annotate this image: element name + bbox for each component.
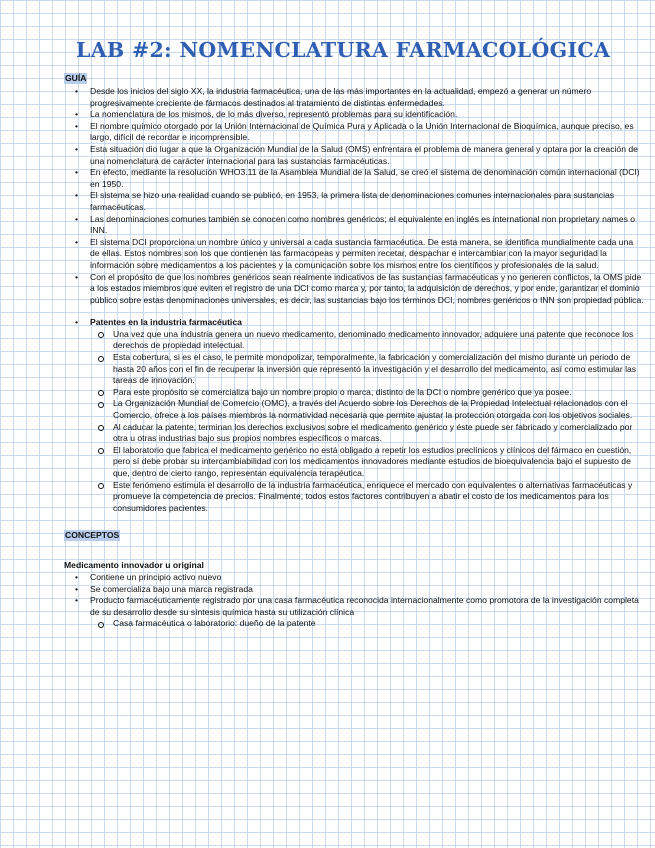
list-item bbox=[64, 595, 645, 630]
patentes-heading: Patentes en la industria farmacéutica bbox=[90, 317, 242, 328]
list-item: • Contiene un principio activo nuevo bbox=[64, 572, 645, 584]
spacer bbox=[64, 514, 645, 525]
list-item: • Las denominaciones comunes también se conocen como nombres genéricos; el equivalente en inglés es international non proprietary names o INN. bbox=[64, 214, 645, 237]
page-title: LAB #2: NOMENCLATURA FARMACOLÓGICA bbox=[76, 38, 611, 62]
spacer bbox=[64, 543, 645, 554]
conceptos-list bbox=[64, 572, 645, 630]
list-item: • Se comercializa bajo una marca registrada bbox=[64, 584, 645, 596]
list-item: • Desde los inicios del siglo XX, la industria farmacéutica, una de las más importantes en la actualidad, empezó a generar un número progresivamente creciente de fármacos destinados al tratamiento de distintas enfermedades. bbox=[64, 86, 645, 109]
list-item-text: Producto farmacéuticamente registrado por una casa farmacéutica reconocida internacionalmente como promotora de la investigación completa de su desarrollo desde su síntesis química hasta su utilización clínica bbox=[90, 595, 639, 617]
sublist-item: Para este propósito se comercializa bajo un nombre propio o marca, distinto de la DCI o nombre genérico que ya posee. bbox=[90, 387, 645, 399]
sublist-item: Al caducar la patente, terminan los derechos exclusivos sobre el medicamento genérico y éste puede ser fabricado y comercializado por otra u otras industrias bajo sus propios nombres específicos o marcas. bbox=[90, 422, 645, 445]
list-item: • La nomenclatura de los mismos, de lo más diverso, representó problemas para su identificación. bbox=[64, 109, 645, 121]
guia-list bbox=[64, 86, 645, 306]
list-item: • Esta situación dio lugar a que la Organización Mundial de la Salud (OMS) enfrentara el problema de manera general y optara por la creación de una nomenclatura de carácter internacional para las sustancias farmacéuticas. bbox=[64, 144, 645, 167]
sublist-item: Una vez que una industria genera un nuevo medicamento, denominado medicamento innovador, adquiere una patente que reconoce los derechos de propiedad intelectual. bbox=[90, 329, 645, 352]
spacer bbox=[64, 306, 645, 317]
section-label-conceptos: CONCEPTOS bbox=[65, 530, 120, 541]
list-item: • El sistema se hizo una realidad cuando se publicó, en 1953, la primera lista de denominaciones comunes internacionales para sustancias farmacéuticas. bbox=[64, 190, 645, 213]
concept-heading: Medicamento innovador u original bbox=[64, 560, 204, 571]
section-label-guia: GUÍA bbox=[65, 73, 87, 83]
list-item: • El nombre químico otorgado por la Unión Internacional de Química Pura y Aplicada o la Unión Internacional de Bioquímica, aunque preciso, es largo, difícil de recordar e incomprensible. bbox=[64, 121, 645, 144]
list-item: • En efecto, mediante la resolución WHO3.11 de la Asamblea Mundial de la Salud, se creó el sistema de denominación común internacional (DCI) en 1950. bbox=[64, 167, 645, 190]
sublist-item: El laboratorio que fabrica el medicamento genérico no está obligado a repetir los estudios preclínicos y clínicos del fármaco en cuestión, pero sí debe probar su intercambiabilidad con los medicamentos innovadores mediante estudios de bioequivalencia bajo el supuesto de que, dentro de cierto rango, representan equivalencia terapéutica. bbox=[90, 445, 645, 480]
patentes-list bbox=[64, 317, 645, 514]
sublist-item: Este fenómeno estimula el desarrollo de la industria farmacéutica, enriquece el mercado con equivalentes o alternativas farmacéuticas y promueve la competencia de precios. Finalmente, todos estos factores contribuyen a abatir el costo de los medicamentos para los consumidores pacientes. bbox=[90, 480, 645, 515]
list-item: • El sistema DCI proporciona un nombre único y universal a cada sustancia farmacéutica. De esta manera, se identifica mundialmente cada una de ellas. Estos nombres son los que contienen las farmacopeas y permiten recetar, despachar e intercambiar con la mayor seguridad la información sobre medicamentos a los pacientes y la comunicación sobre los mismos entre los científicos y profesionales de la salud. bbox=[64, 237, 645, 272]
sublist-item: La Organización Mundial de Comercio (OMC), a través del Acuerdo sobre los Derechos de la Propiedad Intelectual relacionados con el Comercio, ofrece a los países miembros la normatividad necesaria que permite ajustar la protección otorgada con los objetivos sociales. bbox=[90, 398, 645, 421]
sublist-item: Esta cobertura, si es el caso, le permite monopolizar, temporalmente, la fabricación y comercialización del mismo durante un periodo de hasta 20 años con el fin de recuperar la inversión que representó la investigación y el desarrollo del medicamento, así como estimular las tareas de innovación. bbox=[90, 352, 645, 387]
list-item-patentes bbox=[64, 317, 645, 514]
patentes-sublist bbox=[90, 329, 645, 515]
sublist-item: Casa farmacéutica o laboratorio: dueño de la patente bbox=[90, 618, 645, 630]
conceptos-sublist bbox=[90, 618, 645, 630]
list-item: • Con el propósito de que los nombres genéricos sean realmente indicativos de las sustancias farmacéuticas y no generen conflictos, la OMS pide a los estados miembros que eviten el registro de una DCI como marca y, por tanto, la adquisición de derechos, y por ende, garantizar el dominio público sobre estas denominaciones universales, es decir, las sustancias bajo los términos DCI, nombres genéricos o INN son propiedad pública. bbox=[64, 272, 645, 307]
